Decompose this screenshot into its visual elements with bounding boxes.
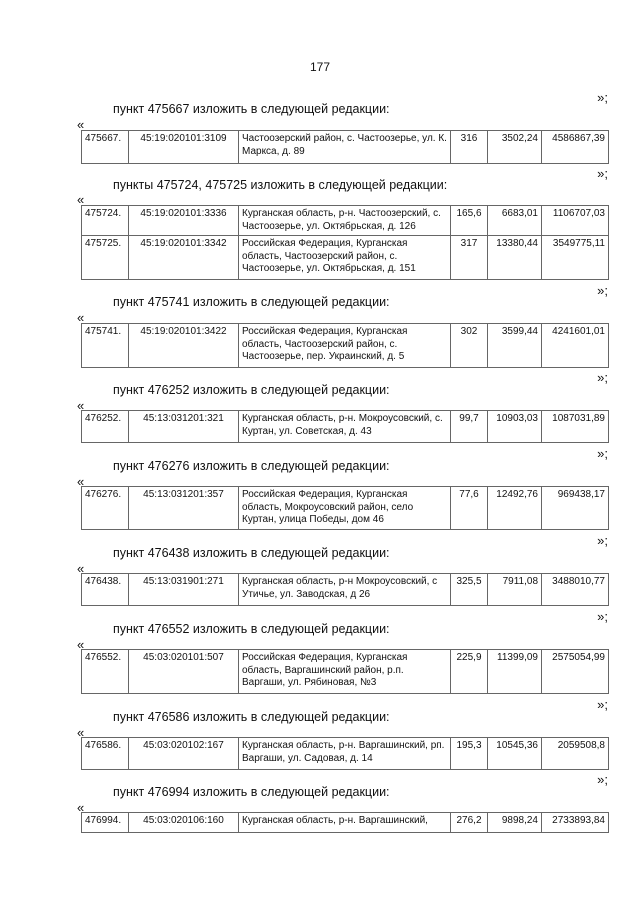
address: Курганская область, р-н. Мокроусовский, с. Куртан, ул. Советская, д. 43	[239, 411, 451, 443]
cadastral-number: 45:13:031201:321	[129, 411, 239, 443]
table-row	[82, 574, 609, 606]
area: 316	[451, 131, 488, 164]
open-quote: «	[77, 192, 85, 207]
close-quote: »;	[597, 90, 608, 105]
record-table	[81, 737, 609, 770]
table-row	[82, 411, 609, 443]
area: 225,9	[451, 650, 488, 694]
table-row	[82, 650, 609, 694]
close-quote: »;	[597, 697, 608, 712]
record-number: 476276.	[82, 487, 129, 530]
table-row	[82, 206, 609, 236]
section-heading: пункт 476586 изложить в следующей редакции:	[113, 710, 390, 724]
page-number: 177	[309, 60, 331, 74]
table-row	[82, 487, 609, 530]
table-row	[82, 813, 609, 833]
cadastral-number: 45:19:020101:3109	[129, 131, 239, 164]
cadastral-number: 45:03:020106:160	[129, 813, 239, 833]
area: 276,2	[451, 813, 488, 833]
price: 10545,36	[488, 738, 542, 770]
address: Курганская область, р-н Мокроусовский, с Утичье, ул. Заводская, д 26	[239, 574, 451, 606]
cadastral-number: 45:13:031901:271	[129, 574, 239, 606]
value: 969438,17	[542, 487, 609, 530]
record-table	[81, 573, 609, 606]
cadastral-number: 45:19:020101:3342	[129, 236, 239, 280]
record-number: 476586.	[82, 738, 129, 770]
value: 3488010,77	[542, 574, 609, 606]
address: Российская Федерация, Курганская область, Варгашинский район, р.п. Варгаши, ул. Рябиновая, №3	[239, 650, 451, 694]
open-quote: «	[77, 561, 85, 576]
record-number: 476994.	[82, 813, 129, 833]
section-heading: пункт 475667 изложить в следующей редакции:	[113, 102, 390, 116]
price: 9898,24	[488, 813, 542, 833]
price: 10903,03	[488, 411, 542, 443]
open-quote: «	[77, 310, 85, 325]
close-quote: »;	[597, 446, 608, 461]
area: 99,7	[451, 411, 488, 443]
cadastral-number: 45:13:031201:357	[129, 487, 239, 530]
value: 4241601,01	[542, 324, 609, 368]
value: 2575054,99	[542, 650, 609, 694]
section-heading: пункты 475724, 475725 изложить в следующей редакции:	[113, 178, 448, 192]
area: 77,6	[451, 487, 488, 530]
cadastral-number: 45:19:020101:3336	[129, 206, 239, 236]
value: 2059508,8	[542, 738, 609, 770]
section-heading: пункт 476252 изложить в следующей редакции:	[113, 383, 390, 397]
close-quote: »;	[597, 283, 608, 298]
address: Частоозерский район, с. Частоозерье, ул. К. Маркса, д. 89	[239, 131, 451, 164]
section-heading: пункт 475741 изложить в следующей редакции:	[113, 295, 390, 309]
price: 13380,44	[488, 236, 542, 280]
close-quote: »;	[597, 370, 608, 385]
table-row	[82, 131, 609, 164]
value: 4586867,39	[542, 131, 609, 164]
address: Российская Федерация, Курганская область, Мокроусовский район, село Куртан, улица Победы, дом 46	[239, 487, 451, 530]
address: Курганская область, р-н. Варгашинский,	[239, 813, 451, 833]
record-number: 476552.	[82, 650, 129, 694]
section-heading: пункт 476552 изложить в следующей редакции:	[113, 622, 390, 636]
close-quote: »;	[597, 609, 608, 624]
area: 302	[451, 324, 488, 368]
address: Курганская область, р-н. Варгашинский, рп. Варгаши, ул. Садовая, д. 14	[239, 738, 451, 770]
record-table	[81, 323, 609, 368]
table-row	[82, 236, 609, 280]
area: 317	[451, 236, 488, 280]
table-row	[82, 738, 609, 770]
price: 3599,44	[488, 324, 542, 368]
section-heading: пункт 476438 изложить в следующей редакции:	[113, 546, 390, 560]
record-number: 475724.	[82, 206, 129, 236]
price: 11399,09	[488, 650, 542, 694]
open-quote: «	[77, 474, 85, 489]
value: 1106707,03	[542, 206, 609, 236]
open-quote: «	[77, 725, 85, 740]
cadastral-number: 45:03:020102:167	[129, 738, 239, 770]
record-table	[81, 205, 609, 280]
record-table	[81, 410, 609, 443]
price: 12492,76	[488, 487, 542, 530]
record-table	[81, 130, 609, 164]
record-number: 476438.	[82, 574, 129, 606]
address: Российская Федерация, Курганская область, Частоозерский район, с. Частоозерье, пер. Украинский, д. 5	[239, 324, 451, 368]
area: 165,6	[451, 206, 488, 236]
price: 7911,08	[488, 574, 542, 606]
value: 2733893,84	[542, 813, 609, 833]
value: 3549775,11	[542, 236, 609, 280]
open-quote: «	[77, 117, 85, 132]
record-number: 475667.	[82, 131, 129, 164]
area: 195,3	[451, 738, 488, 770]
area: 325,5	[451, 574, 488, 606]
section-heading: пункт 476276 изложить в следующей редакции:	[113, 459, 390, 473]
table-row	[82, 324, 609, 368]
address: Курганская область, р-н. Частоозерский, с. Частоозерье, ул. Октябрьская, д. 126	[239, 206, 451, 236]
cadastral-number: 45:19:020101:3422	[129, 324, 239, 368]
record-table	[81, 812, 609, 833]
cadastral-number: 45:03:020101:507	[129, 650, 239, 694]
record-number: 475741.	[82, 324, 129, 368]
close-quote: »;	[597, 533, 608, 548]
address: Российская Федерация, Курганская область, Частоозерский район, с. Частоозерье, ул. Октябрьская, д. 151	[239, 236, 451, 280]
value: 1087031,89	[542, 411, 609, 443]
record-number: 475725.	[82, 236, 129, 280]
price: 6683,01	[488, 206, 542, 236]
open-quote: «	[77, 637, 85, 652]
section-heading: пункт 476994 изложить в следующей редакции:	[113, 785, 390, 799]
close-quote: »;	[597, 166, 608, 181]
record-number: 476252.	[82, 411, 129, 443]
close-quote: »;	[597, 772, 608, 787]
open-quote: «	[77, 800, 85, 815]
open-quote: «	[77, 398, 85, 413]
record-table	[81, 649, 609, 694]
record-table	[81, 486, 609, 530]
price: 3502,24	[488, 131, 542, 164]
